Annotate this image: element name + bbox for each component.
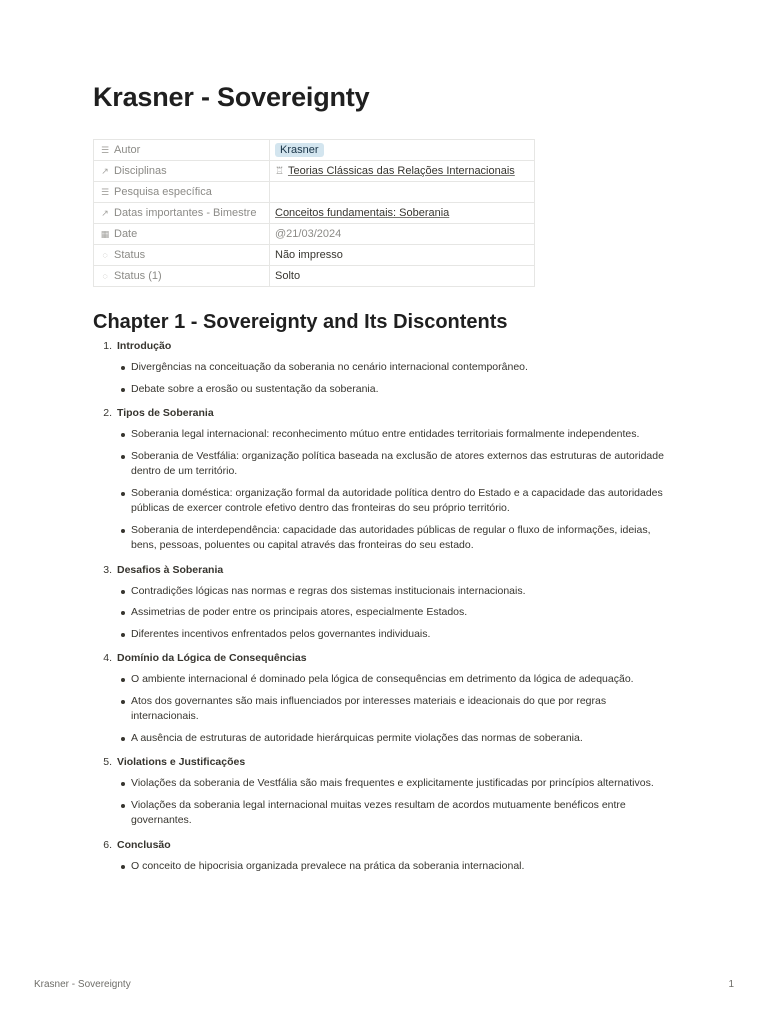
property-row bbox=[94, 266, 535, 287]
property-key-label: Datas importantes - Bimestre bbox=[114, 207, 257, 219]
calendar-icon: ▦ bbox=[100, 229, 110, 239]
section-heading bbox=[93, 755, 693, 769]
property-row bbox=[94, 245, 535, 266]
section-number: 2 . bbox=[93, 406, 112, 420]
arrow-up-right-icon: ↗ bbox=[101, 166, 109, 176]
property-key-label: Date bbox=[114, 228, 138, 240]
section-item bbox=[93, 563, 693, 643]
chapter-heading: Chapter 1 - Sovereignty and Its Discontents bbox=[93, 311, 508, 333]
property-row bbox=[94, 182, 535, 203]
section-number: 6 . bbox=[93, 838, 112, 852]
section-heading bbox=[93, 406, 693, 420]
bullet-item: Atos dos governantes são mais influenciados por interesses materiais e ideacionais do que por regras internacionais. bbox=[131, 694, 676, 725]
property-key bbox=[94, 245, 270, 266]
property-value-text: Não impresso bbox=[275, 249, 343, 261]
property-key bbox=[94, 266, 270, 287]
date-value: @21/03/2024 bbox=[275, 228, 342, 240]
bullet-item: A ausência de estruturas de autoridade hierárquicas permite violações das normas de soberania. bbox=[131, 731, 676, 747]
status-icon: ◌ bbox=[102, 250, 108, 260]
bullet-item: Violações da soberania de Vestfália são mais frequentes e explicitamente justificadas por princípios alternativos. bbox=[131, 776, 676, 792]
relation-link[interactable]: Teorias Clássicas das Relações Internacionais bbox=[287, 165, 515, 177]
list-icon: ☰ bbox=[100, 187, 110, 197]
bullet-list bbox=[93, 859, 693, 875]
property-key bbox=[94, 224, 270, 245]
section-title: Introdução bbox=[117, 340, 172, 352]
property-key-label: Status (1) bbox=[114, 270, 162, 282]
property-key-label: Pesquisa específica bbox=[114, 186, 212, 198]
list-icon: ☰ bbox=[100, 145, 110, 155]
bullet-list bbox=[93, 776, 693, 829]
bullet-item: Divergências na conceituação da soberania no cenário internacional contemporâneo. bbox=[131, 360, 676, 376]
section-heading bbox=[93, 838, 693, 852]
author-tag[interactable]: Krasner bbox=[275, 143, 324, 157]
property-key-label: Status bbox=[114, 249, 146, 261]
bullet-list bbox=[93, 672, 693, 746]
bullet-item: Contradições lógicas nas normas e regras dos sistemas institucionais internacionais. bbox=[131, 584, 676, 600]
building-icon: ♖ bbox=[275, 166, 284, 177]
bullet-item: O ambiente internacional é dominado pela lógica de consequências em detrimento da lógica de adequação. bbox=[131, 672, 676, 688]
property-row bbox=[94, 140, 535, 161]
property-value bbox=[270, 140, 535, 161]
bullet-item: Soberania de Vestfália: organização política baseada na exclusão de atores externos das estruturas de autoridade dentro de um território. bbox=[131, 449, 676, 480]
section-item bbox=[93, 406, 693, 554]
bullet-item: Soberania doméstica: organização formal da autoridade política dentro do Estado e a capacidade das autoridades públicas de exercer controle efetivo dentro das fronteiras do seu próprio território. bbox=[131, 486, 676, 517]
bullet-item: O conceito de hipocrisia organizada prevalece na prática da soberania internacional. bbox=[131, 859, 676, 875]
property-value bbox=[270, 266, 535, 287]
section-title: Domínio da Lógica de Consequências bbox=[117, 652, 307, 664]
section-number: 3 . bbox=[93, 563, 112, 577]
property-value-text: Solto bbox=[275, 270, 301, 282]
property-value bbox=[270, 224, 535, 245]
property-value bbox=[270, 182, 535, 203]
property-row bbox=[94, 161, 535, 182]
properties-table bbox=[93, 139, 535, 287]
property-value bbox=[270, 245, 535, 266]
property-row bbox=[94, 224, 535, 245]
section-title: Violations e Justificações bbox=[117, 756, 246, 768]
section-number: 4 . bbox=[93, 651, 112, 665]
property-key bbox=[94, 140, 270, 161]
bullet-item: Assimetrias de poder entre os principais atores, especialmente Estados. bbox=[131, 605, 676, 621]
relation-link[interactable]: Conceitos fundamentais: Soberania bbox=[275, 207, 450, 219]
property-value bbox=[270, 203, 535, 224]
property-key-label: Autor bbox=[114, 144, 141, 156]
section-number: 1 . bbox=[93, 339, 112, 353]
section-heading bbox=[93, 651, 693, 665]
page-title: Krasner - Sovereignty bbox=[93, 82, 370, 112]
property-key-label: Disciplinas bbox=[114, 165, 167, 177]
bullet-list bbox=[93, 427, 693, 554]
bullet-item: Soberania legal internacional: reconhecimento mútuo entre entidades territoriais formalmente independentes. bbox=[131, 427, 676, 443]
section-item bbox=[93, 755, 693, 829]
bullet-list bbox=[93, 584, 693, 643]
section-heading bbox=[93, 339, 693, 353]
status-icon: ◌ bbox=[102, 271, 108, 281]
section-item bbox=[93, 838, 693, 875]
section-title: Conclusão bbox=[117, 838, 171, 851]
section-number: 5 . bbox=[93, 755, 112, 769]
bullet-item: Debate sobre a erosão ou sustentação da soberania. bbox=[131, 382, 676, 398]
section-item bbox=[93, 339, 693, 397]
property-key bbox=[94, 203, 270, 224]
property-key bbox=[94, 161, 270, 182]
bullet-item: Violações da soberania legal internacional muitas vezes resultam de acordos mutuamente benéficos entre governantes. bbox=[131, 798, 676, 829]
property-key bbox=[94, 182, 270, 203]
page-number: 1 bbox=[728, 979, 734, 990]
section-title: Desafios à Soberania bbox=[117, 563, 224, 576]
bullet-item: Soberania de interdependência: capacidade das autoridades públicas de regular o fluxo de informações, ideias, bens, pessoas, poluentes ou capital através das fronteiras do seu estado. bbox=[131, 523, 676, 554]
property-row bbox=[94, 203, 535, 224]
section-heading bbox=[93, 563, 693, 577]
property-value bbox=[270, 161, 535, 182]
bullet-item: Diferentes incentivos enfrentados pelos governantes individuais. bbox=[131, 627, 676, 643]
sections-list bbox=[93, 339, 693, 883]
bullet-list bbox=[93, 360, 693, 397]
footer-title: Krasner - Sovereignty bbox=[34, 979, 131, 990]
arrow-up-right-icon: ↗ bbox=[101, 208, 109, 218]
section-item bbox=[93, 651, 693, 746]
section-title: Tipos de Soberania bbox=[117, 407, 214, 419]
